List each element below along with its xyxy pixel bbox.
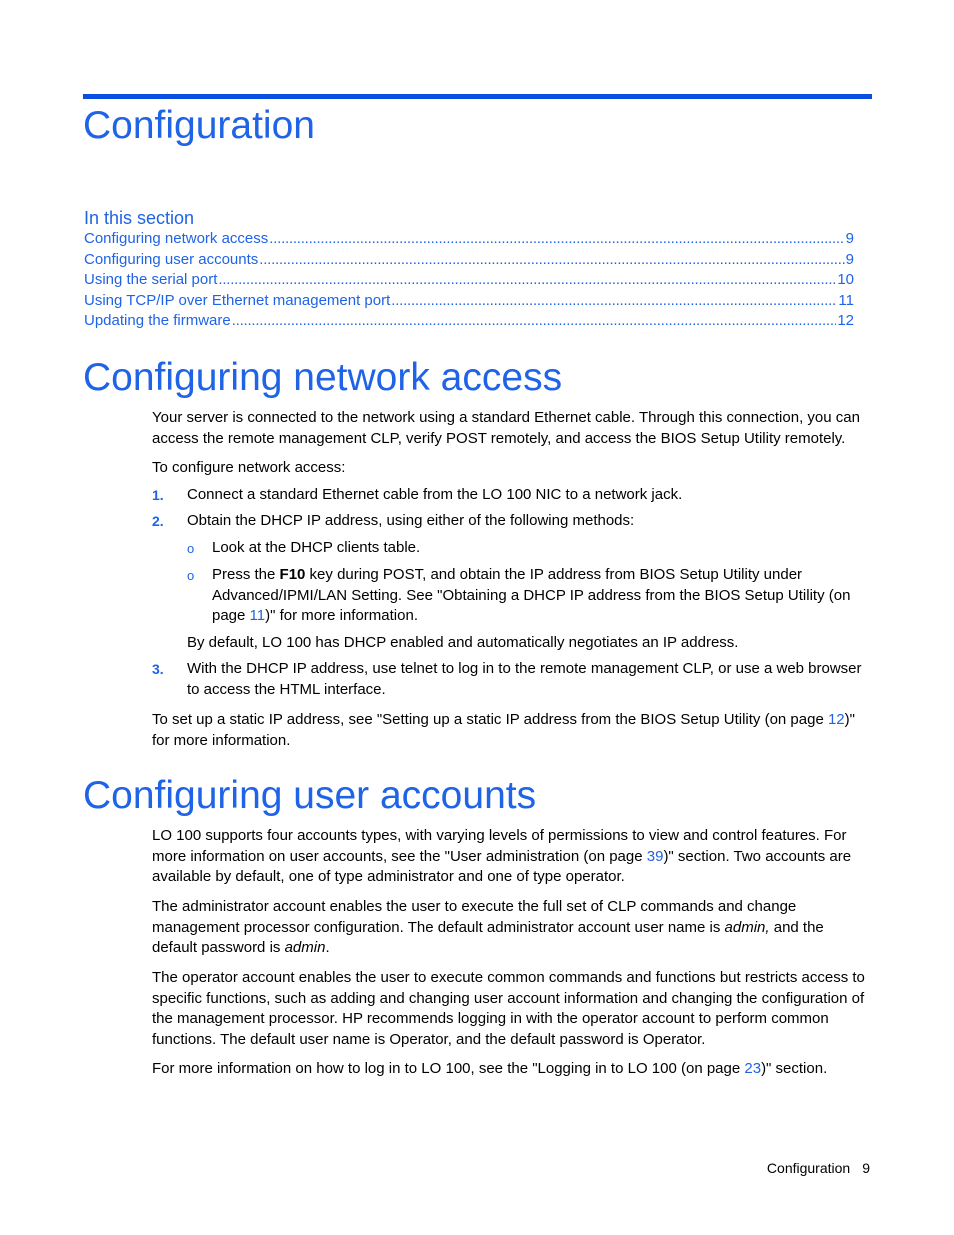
bullet-marker: o <box>187 568 195 583</box>
paragraph-segment: )" for more information. <box>152 711 855 749</box>
paragraph-segment: To set up a static IP address, see "Setting up a static IP address from the BIOS Setup Utility (on page <box>152 711 828 728</box>
toc-leader <box>269 230 844 247</box>
page-footer <box>767 1158 870 1178</box>
network-lead-paragraph: To configure network access: <box>152 459 346 476</box>
toc-entry[interactable] <box>84 292 854 313</box>
step-text: With the DHCP IP address, use telnet to log in to the remote management CLP, or use a web browser to access the HTML interface. <box>187 660 862 698</box>
toc-entry-page[interactable]: 10 <box>837 271 854 288</box>
step-number: 2. <box>152 513 164 529</box>
default-username: admin, <box>724 918 770 936</box>
administrator-account-paragraph <box>152 897 870 959</box>
paragraph-segment: )" section. <box>761 1060 828 1077</box>
step-text: Obtain the DHCP IP address, using either of the following methods: <box>187 512 635 529</box>
toc-entry-page[interactable]: 12 <box>837 312 854 329</box>
toc-entry-page[interactable]: 9 <box>845 250 854 268</box>
bullet-text-segment: Press the <box>212 566 280 583</box>
network-access-heading: Configuring network access <box>83 356 563 399</box>
page-link[interactable]: 39 <box>646 847 664 865</box>
paragraph-segment: and the default password is <box>152 918 824 956</box>
toc-entry[interactable] <box>84 230 854 251</box>
step-number: 1. <box>152 487 164 503</box>
default-password: admin <box>284 939 326 956</box>
toc-entry-title[interactable]: Using TCP/IP over Ethernet management port <box>84 291 391 309</box>
toc-entry-title[interactable]: Using the serial port <box>84 271 218 288</box>
toc-entry-title[interactable]: Configuring network access <box>84 230 269 247</box>
dhcp-default-note: By default, LO 100 has DHCP enabled and automatically negotiates an IP address. <box>187 634 739 651</box>
operator-account-paragraph: The operator account enables the user to execute common commands and functions but restricts access to specific functions, such as adding and changing user account information and changing the configuration of the management processor. HP recommends logging in with the operator account to perform common functions. The default user name is Operator, and the default password is Operator. <box>152 969 865 1048</box>
page-link[interactable]: 11 <box>249 607 266 624</box>
in-this-section-label: In this section <box>84 208 195 228</box>
paragraph-segment: )" section. Two accounts are available by default, one of type administrator and one of type operator. <box>152 847 852 885</box>
paragraph-segment: LO 100 supports four accounts types, with varying levels of permissions to view and control features. For more information on user accounts, see the "User administration (on page <box>152 827 847 865</box>
step-number: 3. <box>152 661 164 677</box>
login-info-paragraph <box>152 1059 870 1080</box>
f10-key-label: F10 <box>279 566 306 583</box>
paragraph-segment: The administrator account enables the user to execute the full set of CLP commands and change management processor configuration. The default administrator account user name is <box>152 898 797 936</box>
toc-leader <box>391 292 837 309</box>
toc-entry-page[interactable]: 11 <box>838 291 854 309</box>
toc-leader <box>259 251 844 268</box>
paragraph-segment: . <box>325 939 330 956</box>
page-link[interactable]: 12 <box>827 711 845 728</box>
step-text: Connect a standard Ethernet cable from the LO 100 NIC to a network jack. <box>187 486 683 503</box>
bullet-text-segment: key during POST, and obtain the IP address from BIOS Setup Utility under Advanced/IPMI/LAN Setting. See "Obtaining a DHCP IP address from the BIOS Setup Utility (on page <box>212 566 851 624</box>
toc-entry[interactable] <box>84 251 854 272</box>
user-accounts-heading: Configuring user accounts <box>83 774 537 817</box>
toc-entry-page[interactable]: 9 <box>845 230 854 247</box>
bullet-text <box>212 565 870 627</box>
section-toc <box>84 230 854 333</box>
static-ip-paragraph <box>152 710 870 751</box>
toc-entry[interactable] <box>84 271 854 292</box>
toc-entry[interactable] <box>84 312 854 333</box>
toc-entry-title[interactable]: Configuring user accounts <box>84 250 259 268</box>
accounts-intro-paragraph <box>152 826 870 888</box>
paragraph-segment: For more information on how to log in to LO 100, see the "Logging in to LO 100 (on page <box>152 1060 745 1077</box>
title-rule <box>83 94 872 99</box>
footer-page-number: 9 <box>862 1160 870 1176</box>
toc-leader <box>232 312 837 329</box>
toc-entry-title[interactable]: Updating the firmware <box>84 312 231 329</box>
bullet-marker: o <box>187 541 195 556</box>
footer-section-name: Configuration <box>766 1160 851 1176</box>
network-intro-paragraph: Your server is connected to the network using a standard Ethernet cable. Through this connection, you can access the remote management CLP, verify POST remotely, and access the BIOS Setup Utility remotely. <box>152 409 860 447</box>
page-title: Configuration <box>83 104 315 147</box>
toc-leader <box>218 271 836 288</box>
bullet-text-segment: )" for more information. <box>265 607 418 624</box>
bullet-text: Look at the DHCP clients table. <box>212 539 421 556</box>
page-link[interactable]: 23 <box>744 1060 762 1077</box>
